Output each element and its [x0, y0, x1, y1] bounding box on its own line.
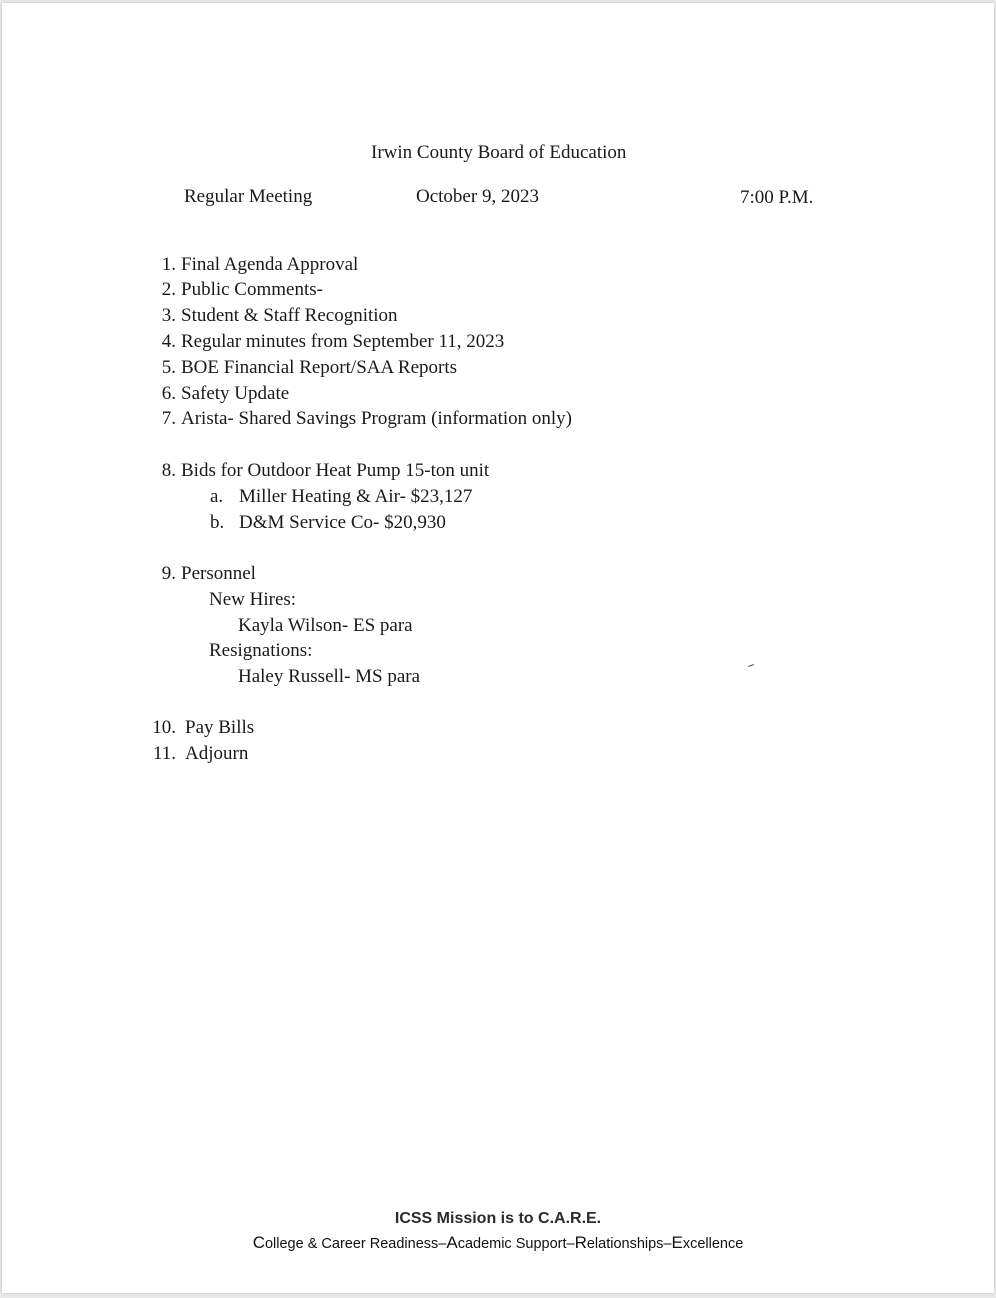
agenda-item-text: Personnel [181, 563, 256, 584]
care-letter: A [446, 1233, 458, 1252]
agenda-item-text: Regular minutes from September 11, 2023 [181, 331, 505, 352]
agenda-item-text: Arista- Shared Savings Program (information only) [181, 408, 573, 429]
stray-mark [748, 664, 754, 667]
agenda-item-text: Public Comments- [181, 279, 323, 300]
agenda-item-text: BOE Financial Report/SAA Reports [181, 357, 458, 378]
agenda-item-number: 2. [161, 279, 176, 300]
resignations-label: Resignations: [209, 640, 313, 661]
bid-text: D&M Service Co- $20,930 [239, 512, 446, 533]
bid-letter: b. [210, 512, 225, 533]
agenda-item-text: Student & Staff Recognition [181, 305, 398, 326]
agenda-item-number: 1. [161, 254, 176, 275]
mission-statement: ICSS Mission is to C.A.R.E. [394, 1210, 602, 1227]
agenda-item-text: Pay Bills [185, 717, 255, 738]
agenda-item-text: Adjourn [185, 743, 249, 764]
meeting-time: 7:00 P.M. [740, 187, 814, 208]
new-hire-entry: Kayla Wilson- ES para [238, 615, 413, 636]
meeting-type: Regular Meeting [184, 186, 313, 207]
care-word: xcellence [682, 1236, 744, 1252]
meeting-date: October 9, 2023 [416, 186, 539, 207]
care-word: cademic Support– [457, 1236, 575, 1252]
agenda-item-number: 6. [161, 383, 176, 404]
agenda-item-text: Safety Update [181, 383, 290, 404]
agenda-item-number: 7. [161, 408, 176, 429]
organization-title: Irwin County Board of Education [371, 142, 627, 163]
agenda-item-number: 5. [161, 357, 176, 378]
care-letter: R [574, 1233, 587, 1252]
resignation-entry: Haley Russell- MS para [238, 666, 421, 687]
care-letter: E [671, 1233, 683, 1252]
agenda-item-number: 10. [152, 717, 176, 738]
care-word: elationships– [586, 1236, 672, 1252]
new-hires-label: New Hires: [209, 589, 297, 610]
agenda-item-number: 4. [161, 331, 176, 352]
agenda-item-number: 9. [161, 563, 176, 584]
care-letter: C [252, 1233, 265, 1252]
agenda-item-text: Final Agenda Approval [181, 254, 359, 275]
document-page [2, 3, 994, 1293]
care-acronym-line [0, 1233, 996, 1253]
bid-letter: a. [210, 486, 224, 507]
agenda-item-number: 3. [161, 305, 176, 326]
agenda-item-number: 8. [161, 460, 176, 481]
bid-text: Miller Heating & Air- $23,127 [239, 486, 473, 507]
agenda-item-number: 11. [152, 743, 176, 764]
agenda-item-text: Bids for Outdoor Heat Pump 15-ton unit [181, 460, 490, 481]
care-word: ollege & Career Readiness– [264, 1236, 447, 1252]
